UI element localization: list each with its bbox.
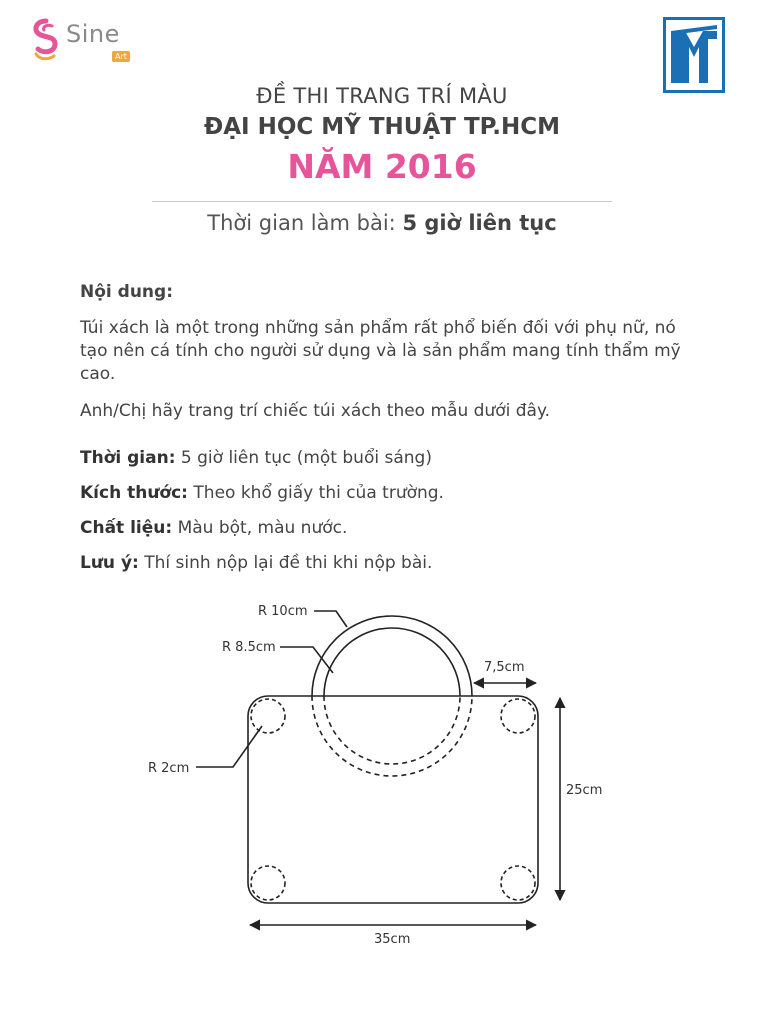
corner-circle-bottom-right (501, 866, 535, 900)
bag-body (248, 696, 538, 903)
info-row-time (80, 447, 700, 470)
label-width: 35cm (374, 932, 411, 947)
duration-label: Thời gian làm bài: (207, 211, 396, 235)
duration-value: 5 giờ liên tục (402, 211, 557, 235)
handle-outer-dashed (312, 696, 472, 776)
info-label: Lưu ý: (80, 553, 139, 573)
label-r-outer: R 10cm (258, 604, 308, 619)
header-divider (152, 201, 612, 202)
sine-art-logo (30, 18, 140, 64)
info-value: Màu bột, màu nước. (177, 518, 348, 538)
exam-title: ĐỀ THI TRANG TRÍ MÀU (256, 84, 508, 108)
info-value: Thí sinh nộp lại đề thi khi nộp bài. (144, 553, 433, 573)
sine-logo-icon (30, 18, 62, 62)
leader-r-outer (314, 611, 347, 627)
label-height: 25cm (566, 783, 603, 798)
label-r-corner: R 2cm (148, 761, 190, 776)
info-row-note (80, 552, 700, 575)
label-r-inner: R 8.5cm (222, 640, 276, 655)
corner-circle-top-right (501, 699, 535, 733)
info-row-material (80, 517, 700, 540)
handle-inner-dashed (324, 696, 460, 764)
label-gap: 7,5cm (484, 660, 525, 675)
corner-circle-bottom-left (251, 866, 285, 900)
handbag-diagram (0, 595, 764, 975)
info-value: 5 giờ liên tục (một buổi sáng) (180, 448, 432, 468)
info-label: Thời gian: (80, 448, 176, 468)
leader-r-corner (196, 726, 262, 767)
info-label: Chất liệu: (80, 518, 173, 538)
exam-year: NĂM 2016 (287, 147, 477, 186)
content-paragraph-1: Túi xách là một trong những sản phẩm rất phổ biến đối với phụ nữ, nó tạo nên cá tính cho người sử dụng và là sản phẩm mang tính thẩm mỹ cao. (80, 318, 681, 384)
logo-name: Sine (66, 20, 120, 48)
info-value: Theo khổ giấy thi của trường. (193, 483, 444, 503)
content-heading: Nội dung: (80, 282, 173, 302)
handle-inner-arc (324, 628, 460, 696)
content-paragraph-2: Anh/Chị hãy trang trí chiếc túi xách theo mẫu dưới đây. (80, 401, 550, 421)
exam-duration (0, 211, 764, 235)
corner-circle-top-left (251, 699, 285, 733)
university-logo-icon (663, 17, 725, 93)
info-label: Kích thước: (80, 483, 188, 503)
exam-content (80, 281, 700, 587)
university-name: ĐẠI HỌC MỸ THUẬT TP.HCM (203, 114, 561, 140)
info-row-size (80, 482, 700, 505)
logo-tag: Art (112, 51, 130, 62)
